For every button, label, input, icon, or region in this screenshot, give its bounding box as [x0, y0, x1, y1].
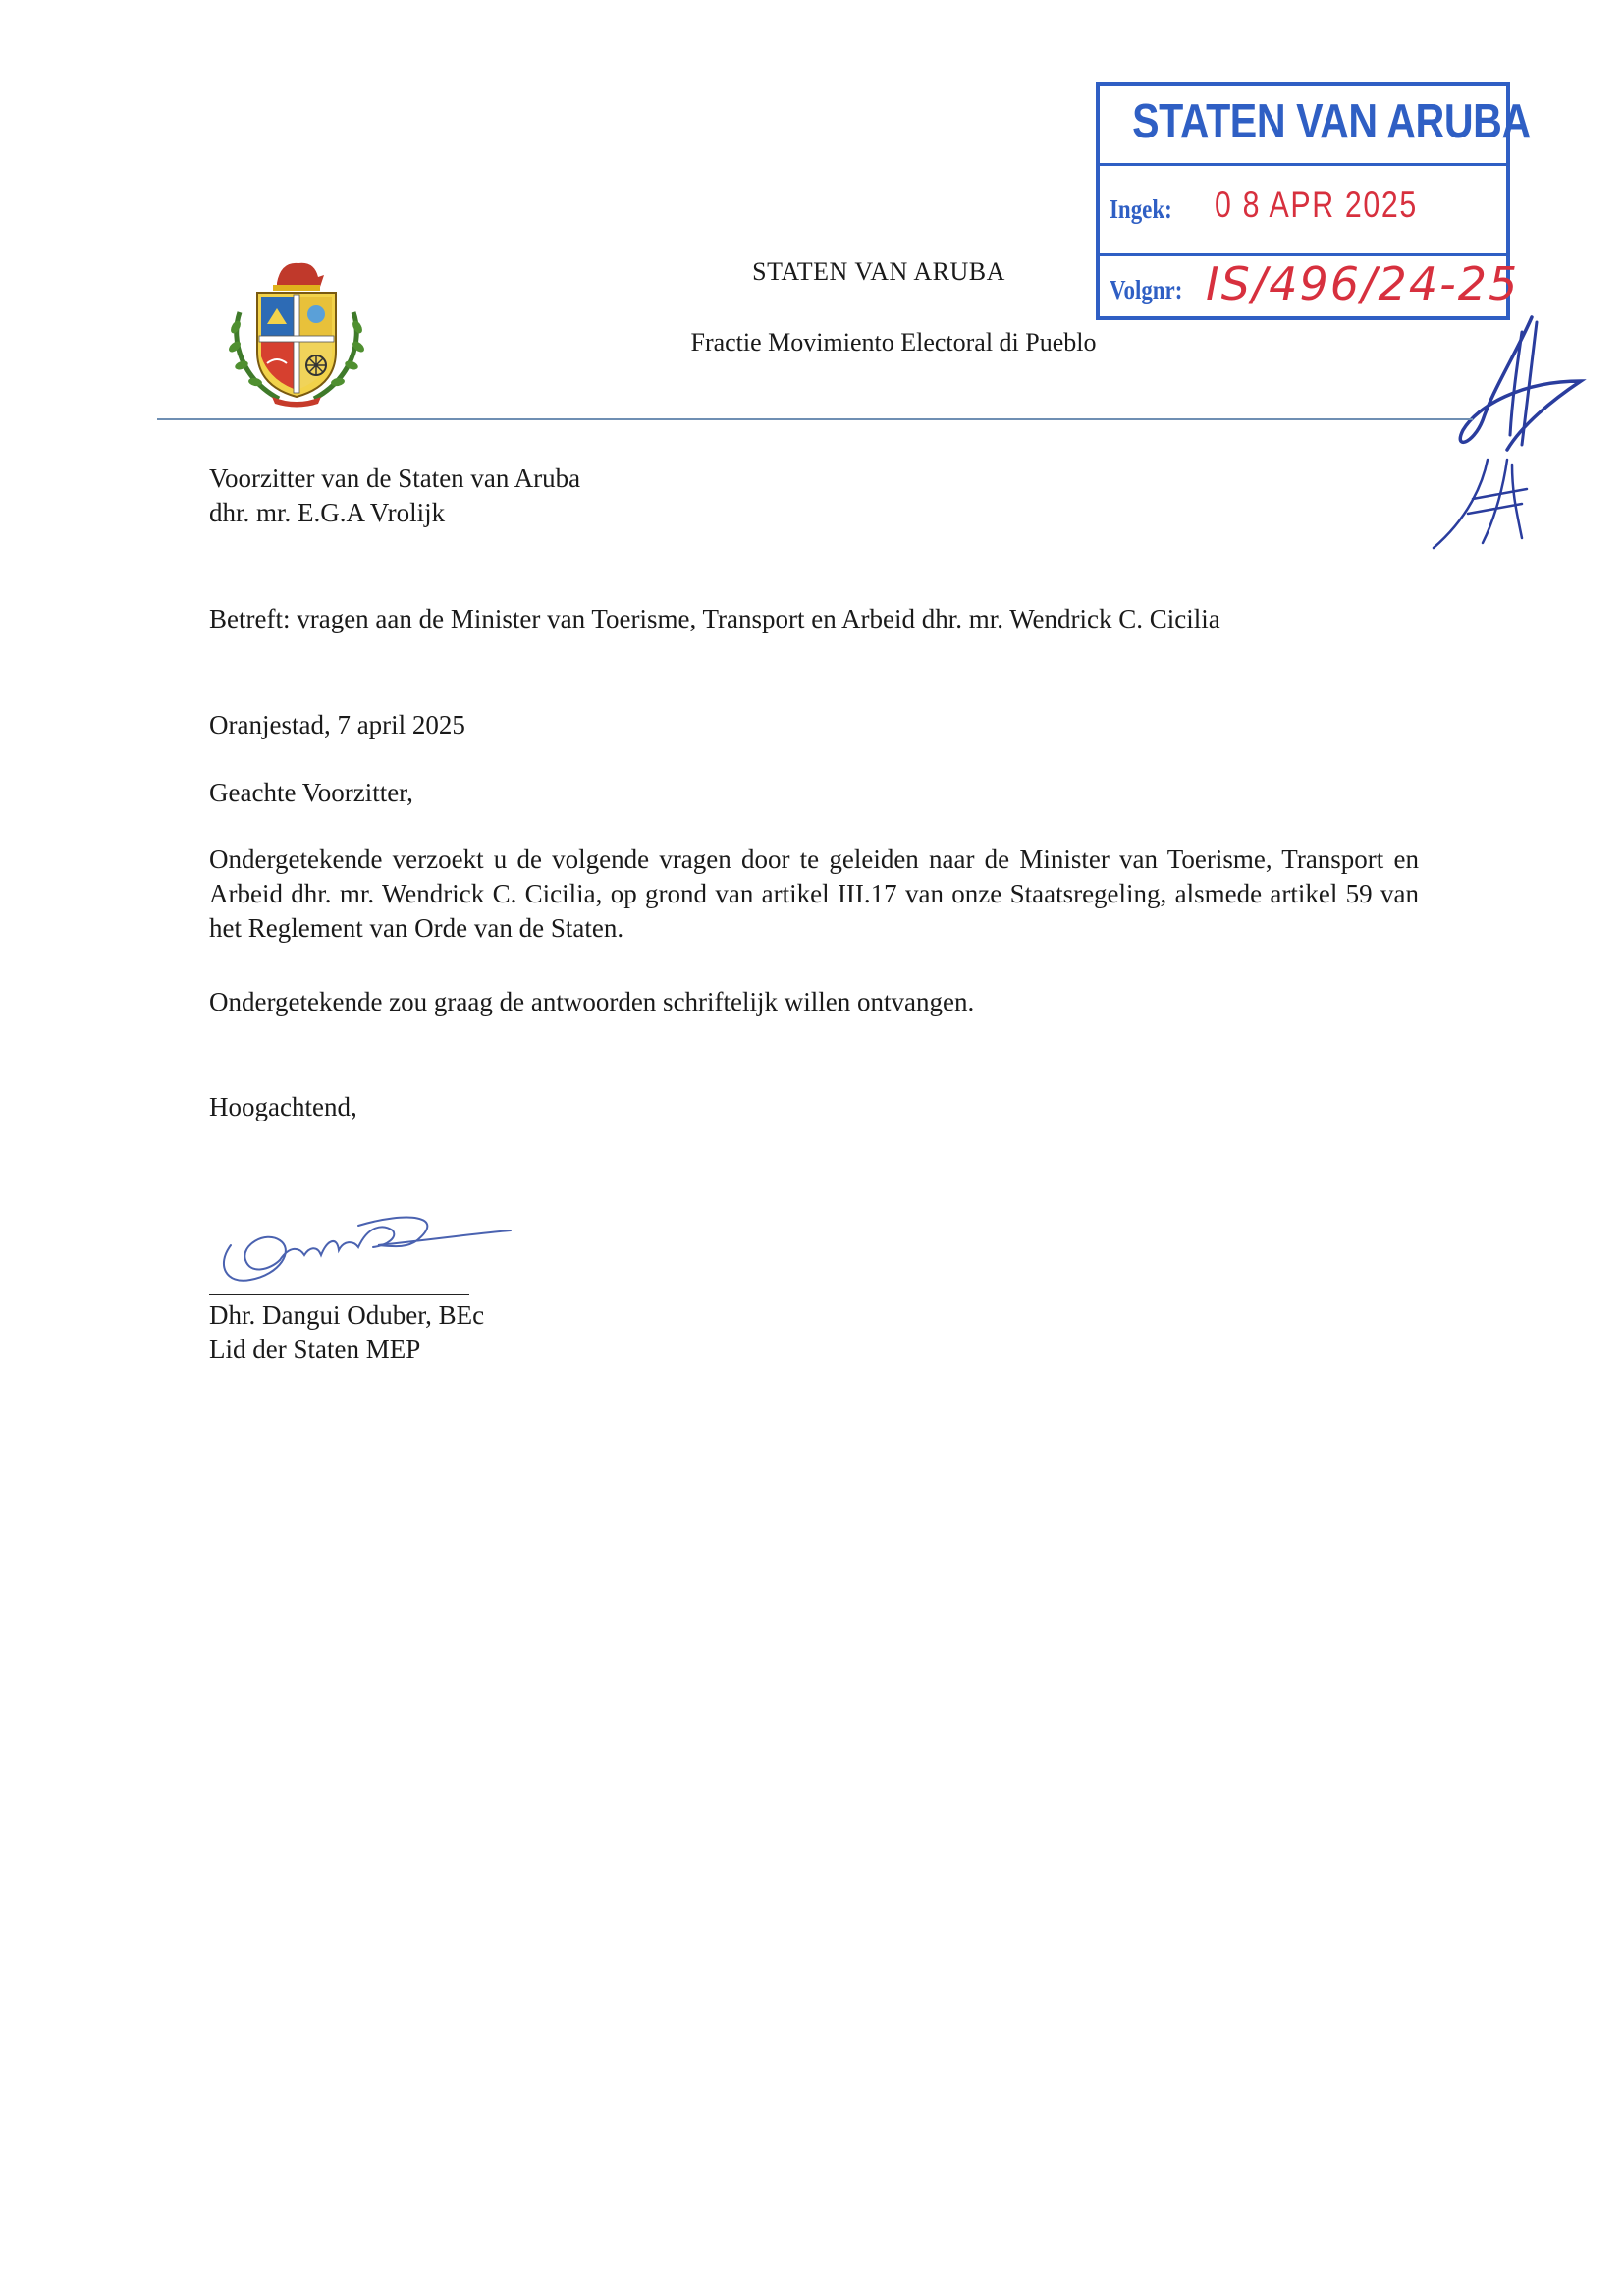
coat-of-arms-logo	[218, 253, 375, 410]
signatory-name: Dhr. Dangui Oduber, BEc	[209, 1300, 485, 1330]
header-divider	[157, 418, 1473, 420]
handwritten-signature	[211, 1186, 515, 1294]
party-fraction-name: Fractie Movimiento Electoral di Pueblo	[690, 328, 1097, 356]
stamp-received-label: Ingek:	[1110, 194, 1172, 224]
place-date: Oranjestad, 7 april 2025	[209, 710, 465, 739]
received-stamp	[1096, 82, 1531, 320]
body-paragraph-written-answers: Ondergetekende zou graag de antwoorden schriftelijk willen ontvangen.	[209, 987, 975, 1016]
stamp-divider	[1100, 253, 1506, 256]
stamp-number-value: IS/496/24-25	[1206, 257, 1520, 310]
signature-line	[209, 1294, 469, 1295]
body-paragraph-request: Ondergetekende verzoekt u de volgende vragen door te geleiden naar de Minister van Toerisme, Transport en Arbeid dhr. mr. Wendrick C. Cicilia, op grond van artikel III.17 van onze Staatsregeling, alsmede artikel 59 van het Reglement van Orde van de Staten.	[209, 845, 1419, 943]
stamp-divider	[1100, 163, 1506, 166]
recipient-line-1: Voorzitter van de Staten van Aruba	[209, 464, 581, 493]
stamp-title: STATEN VAN ARUBA	[1132, 95, 1531, 148]
closing: Hoogachtend,	[209, 1092, 357, 1121]
subject-line: Betreft: vragen aan de Minister van Toerisme, Transport en Arbeid dhr. mr. Wendrick C. Cicilia	[209, 604, 1220, 633]
stamp-number-label: Volgnr:	[1110, 275, 1183, 304]
salutation: Geachte Voorzitter,	[209, 778, 413, 807]
stamp-received-date: 0 8 APR 2025	[1215, 185, 1418, 225]
handwritten-initials	[1414, 312, 1600, 568]
recipient-line-2: dhr. mr. E.G.A Vrolijk	[209, 498, 446, 527]
organization-name: STATEN VAN ARUBA	[752, 257, 1005, 286]
signatory-role: Lid der Staten MEP	[209, 1335, 421, 1364]
